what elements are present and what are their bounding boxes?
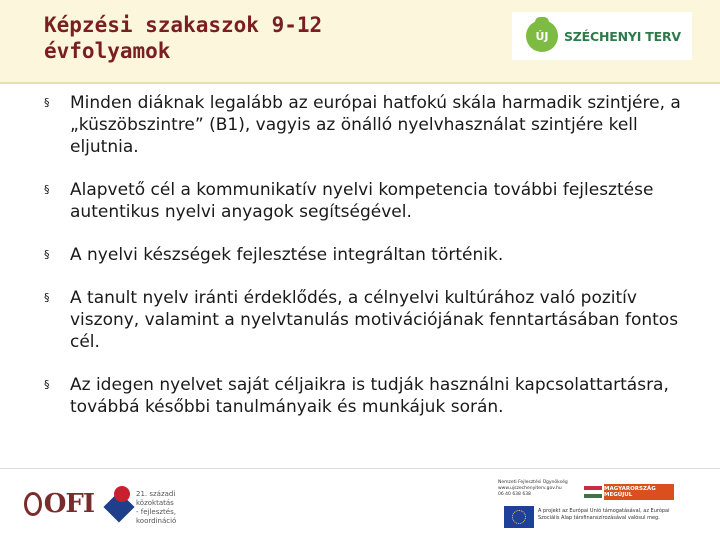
hungarian-flag-icon <box>584 486 602 498</box>
funding-text: A projekt az Európai Unió támogatásával, az Európai Szociális Alap társfinanszírozásával valósul meg. <box>538 508 670 521</box>
bullet-marker-icon: § <box>44 291 50 304</box>
bullet-text: A tanult nyelv iránti érdeklődés, a célnyelvi kultúrához való pozitív viszony, valamint a nyelvtanulás motivációjának fenntartásában fontos cél. <box>70 288 679 352</box>
uj-badge-text: ÚJ <box>535 29 549 43</box>
funding-contact-text: Nemzeti Fejlesztési Ügynökség www.ujszechenyiterv.gov.hu 06 40 638 638 <box>498 480 568 497</box>
bullet-item <box>44 92 694 158</box>
bullet-text: Alapvető cél a kommunikatív nyelvi kompetencia további fejlesztése autentikus nyelvi anyagok segítségével. <box>70 180 654 222</box>
eu-stars-icon <box>512 510 526 524</box>
coordination-logo <box>104 482 214 526</box>
szechenyi-terv-logo <box>512 12 692 60</box>
ofi-logo <box>24 486 94 522</box>
bullet-marker-icon: § <box>44 96 50 109</box>
bullet-item <box>44 244 694 266</box>
ofi-circle-icon <box>24 492 42 516</box>
bullet-item <box>44 179 694 223</box>
uj-badge-icon <box>526 20 558 52</box>
bullet-marker-icon: § <box>44 183 50 196</box>
bullet-text: A nyelvi készségek fejlesztése integráltan történik. <box>70 245 504 265</box>
slide-title: Képzési szakaszok 9-12 évfolyamok <box>44 13 323 63</box>
bullet-marker-icon: § <box>44 248 50 261</box>
leaf-icon <box>535 17 549 22</box>
bullet-text: Az idegen nyelvet saját céljaikra is tudják használni kapcsolattartásra, továbbá későbbi tanulmányaik és munkájuk során. <box>70 375 669 417</box>
footer-divider <box>0 468 720 469</box>
title-area <box>0 0 720 82</box>
bullet-item <box>44 287 694 353</box>
szechenyi-terv-text: SZÉCHENYI TERV <box>564 28 681 44</box>
bullet-item <box>44 374 694 418</box>
title-divider <box>0 82 720 84</box>
ofi-logo-text: OFI <box>43 489 94 519</box>
funding-block <box>486 476 696 532</box>
ball-icon <box>114 486 130 502</box>
magyarorszag-megujul-badge: MAGYARORSZÁG MEGÚJUL <box>604 484 674 500</box>
coordination-logo-text: 21. századi közoktatás - fejlesztés, koordináció <box>136 490 177 525</box>
eu-flag-icon <box>504 506 534 528</box>
bullet-list <box>44 92 694 439</box>
bullet-marker-icon: § <box>44 378 50 391</box>
bullet-text: Minden diáknak legalább az európai hatfokú skála harmadik szintjére, a „küszöbszintre” (B1), vagyis az önálló nyelvhasználat szintjére kell eljutnia. <box>70 93 681 157</box>
